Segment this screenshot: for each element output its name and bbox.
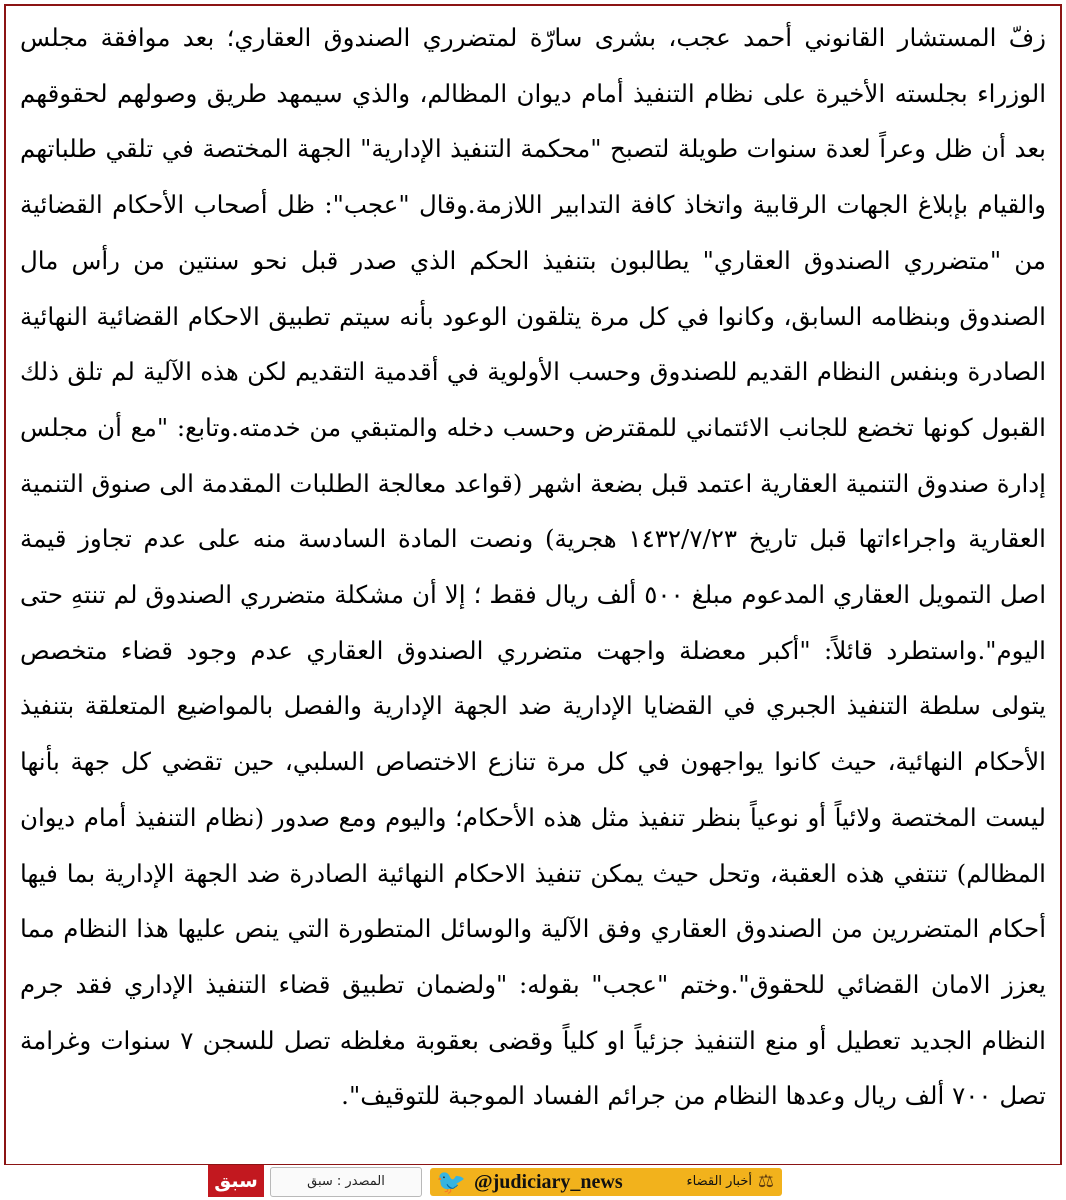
brand-name: أخبار القضاء — [686, 1174, 752, 1189]
sabq-logo: سبق — [208, 1165, 264, 1197]
article-body: زفّ المستشار القانوني أحمد عجب، بشرى سارّة لمتضرري الصندوق العقاري؛ بعد موافقة مجلس الوزراء بجلسته الأخيرة على نظام التنفيذ أمام ديوان المظالم، والذي سيمهد طريق وصولهم لحقوقهم بعد أن ظل وعراً لعدة سنوات طويلة لتصبح "محكمة التنفيذ الإدارية" الجهة المختصة في تلقي طلباتهم والقيام بإبلاغ الجهات الرقابية واتخاذ كافة التدابير اللازمة.وقال "عجب": ظل أصحاب الأحكام القضائية من "متضرري الصندوق العقاري" يطالبون بتنفيذ الحكم الذي صدر قبل نحو سنتين من رأس مال الصندوق وبنظامه السابق، وكانوا في كل مرة يتلقون الوعود بأنه سيتم تطبيق الاحكام القضائية النهائية الصادرة وبنفس النظام القديم للصندوق وحسب الأولوية في أقدمية التقديم لكن هذه الآلية لم تلق ذلك القبول كونها تخضع للجانب الائتماني للمقترض وحسب دخله والمتبقي من خدمته.وتابع: "مع أن مجلس إدارة صندوق التنمية العقارية اعتمد قبل بضعة اشهر (قواعد معالجة الطلبات المقدمة الى صنوق التنمية العقارية واجراءاتها قبل تاريخ ١٤٣٢/٧/٢٣ هجرية) ونصت المادة السادسة منه على عدم تجاوز قيمة اصل التمويل العقاري المدعوم مبلغ ٥٠٠ ألف ريال فقط ؛ إلا أن مشكلة متضرري الصندوق لم تنتهِ حتى اليوم".واستطرد قائلاً: "أكبر معضلة واجهت متضرري الصندوق العقاري عدم وجود قضاء متخصص يتولى سلطة التنفيذ الجبري في القضايا الإدارية ضد الجهة الإدارية والفصل بالمواضيع المتعلقة بتنفيذ الأحكام النهائية، حيث كانوا يواجهون في كل مرة تنازع الاختصاص السلبي، حين تقضي كل جهة بأنها ليست المختصة ولائياً أو نوعياً بنظر تنفيذ مثل هذه الأحكام؛ واليوم ومع صدور (نظام التنفيذ أمام ديوان المظالم) تنتفي هذه العقبة، وتحل حيث يمكن تنفيذ الاحكام النهائية الصادرة ضد الجهة الإدارية بما فيها أحكام المتضررين من الصندوق العقاري وفق الآلية والوسائل المتطورة التي ينص عليها هذا النظام مما يعزز الامان القضائي للحقوق".وختم "عجب" بقوله: "ولضمان تطبيق قضاء التنفيذ الإداري فقد جرم النظام الجديد تعطيل أو منع التنفيذ جزئياً او كلياً وقضى بعقوبة مغلظه تصل للسجن ٧ سنوات وغرامة تصل ٧٠٠ ألف ريال وعدها النظام من جرائم الفساد الموجبة للتوقيف". — [20, 23, 1047, 1111]
gavel-icon: ⚖ — [757, 1171, 775, 1192]
twitter-handle[interactable]: @judiciary_news — [474, 1171, 623, 1193]
article-frame — [4, 4, 1062, 1166]
source-label: المصدر : سبق — [270, 1167, 422, 1197]
twitter-bird-icon: 🐦 — [436, 1168, 466, 1196]
footer — [0, 1165, 1066, 1200]
account-bar[interactable] — [430, 1168, 782, 1196]
